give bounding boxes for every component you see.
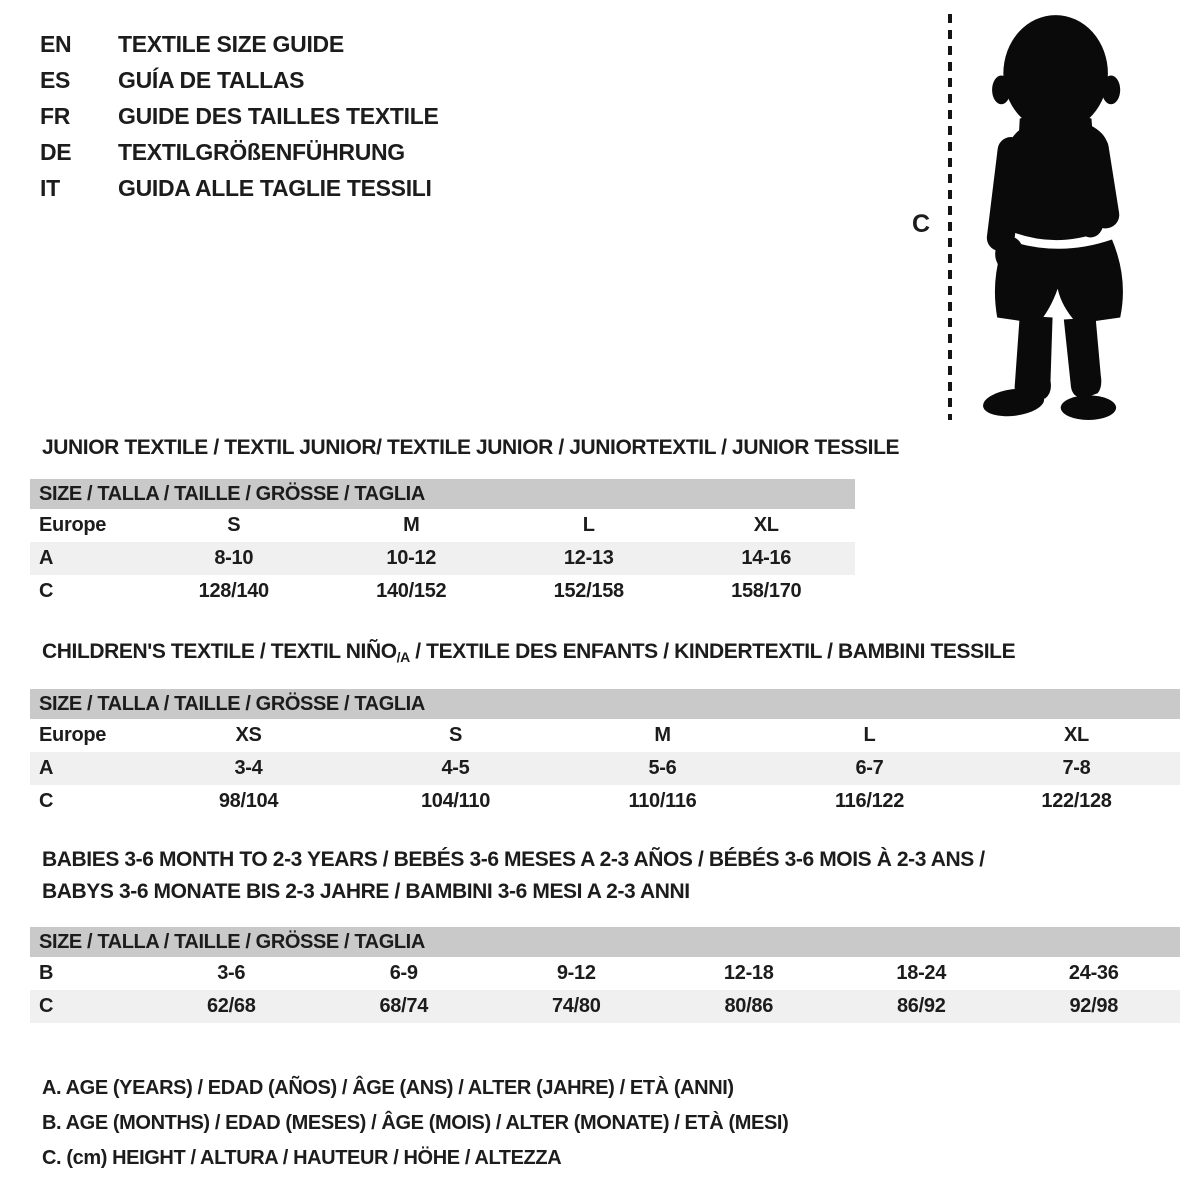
babies-size-table: [30, 927, 1180, 1023]
junior-section-title: JUNIOR TEXTILE / TEXTIL JUNIOR/ TEXTILE JUNIOR / JUNIORTEXTIL / JUNIOR TESSILE: [42, 436, 900, 459]
language-title-list: [40, 26, 439, 206]
legend-age-years: A. AGE (YEARS) / EDAD (AÑOS) / ÂGE (ANS) / ALTER (JAHRE) / ETÀ (ANNI): [42, 1077, 734, 1099]
size-header-bar: SIZE / TALLA / TAILLE / GRÖSSE / TAGLIA: [30, 927, 1180, 957]
children-section-title: CHILDREN'S TEXTILE / TEXTIL NIÑO/A / TEXTILE DES ENFANTS / KINDERTEXTIL / BAMBINI TESSILE: [42, 640, 1016, 665]
table-row-europe: Europe XS S M L XL: [30, 719, 1180, 752]
guide-title-it: GUIDA ALLE TAGLIE TESSILI: [118, 174, 432, 201]
babies-title-line2: BABYS 3-6 MONATE BIS 2-3 JAHRE / BAMBINI 3-6 MESI A 2-3 ANNI: [42, 880, 690, 903]
row-label: C: [39, 790, 54, 812]
guide-title-en: TEXTILE SIZE GUIDE: [118, 30, 344, 57]
height-measure-dashed-line: [948, 14, 952, 420]
junior-size-table: [30, 479, 855, 608]
language-code: ES: [40, 66, 71, 93]
row-label: C: [39, 580, 54, 602]
height-measure-label: C: [912, 210, 930, 238]
children-size-table: [30, 689, 1180, 818]
row-label: C: [39, 995, 54, 1017]
size-header-bar: SIZE / TALLA / TAILLE / GRÖSSE / TAGLIA: [30, 479, 855, 509]
measurement-legend: [42, 1071, 788, 1176]
language-code: DE: [40, 138, 72, 165]
size-header-bar: SIZE / TALLA / TAILLE / GRÖSSE / TAGLIA: [30, 689, 1180, 719]
guide-title-es: GUÍA DE TALLAS: [118, 66, 305, 93]
language-row-de: [40, 134, 439, 170]
language-row-es: [40, 62, 439, 98]
babies-section-title: [42, 844, 985, 908]
language-row-en: [40, 26, 439, 62]
language-code: FR: [40, 102, 71, 129]
table-row-height: C 98/104 104/110 110/116 116/122 122/128: [30, 785, 1180, 818]
table-row-age: A 8-10 10-12 12-13 14-16: [30, 542, 855, 575]
language-code: IT: [40, 174, 60, 201]
table-row-height: C 62/68 68/74 74/80 80/86 86/92 92/98: [30, 990, 1180, 1023]
table-row-europe: Europe S M L XL: [30, 509, 855, 542]
legend-age-months: B. AGE (MONTHS) / EDAD (MESES) / ÂGE (MOIS) / ALTER (MONATE) / ETÀ (MESI): [42, 1112, 789, 1134]
table-row-height: C 128/140 140/152 152/158 158/170: [30, 575, 855, 608]
babies-title-line1: BABIES 3-6 MONTH TO 2-3 YEARS / BEBÉS 3-6 MESES A 2-3 AÑOS / BÉBÉS 3-6 MOIS À 2-3 ANS /: [42, 848, 985, 871]
table-row-months: B 3-6 6-9 9-12 12-18 18-24 24-36: [30, 957, 1180, 990]
guide-title-fr: GUIDE DES TAILLES TEXTILE: [118, 102, 439, 129]
row-label: Europe: [39, 724, 107, 746]
guide-title-de: TEXTILGRÖßENFÜHRUNG: [118, 138, 405, 165]
legend-height-cm: C. (cm) HEIGHT / ALTURA / HAUTEUR / HÖHE / ALTEZZA: [42, 1147, 562, 1169]
language-code: EN: [40, 30, 72, 57]
toddler-silhouette-icon: [958, 12, 1143, 422]
row-label: A: [39, 547, 54, 569]
table-row-age: A 3-4 4-5 5-6 6-7 7-8: [30, 752, 1180, 785]
row-label: A: [39, 757, 54, 779]
language-row-it: [40, 170, 439, 206]
row-label: Europe: [39, 514, 107, 536]
row-label: B: [39, 962, 54, 984]
language-row-fr: [40, 98, 439, 134]
